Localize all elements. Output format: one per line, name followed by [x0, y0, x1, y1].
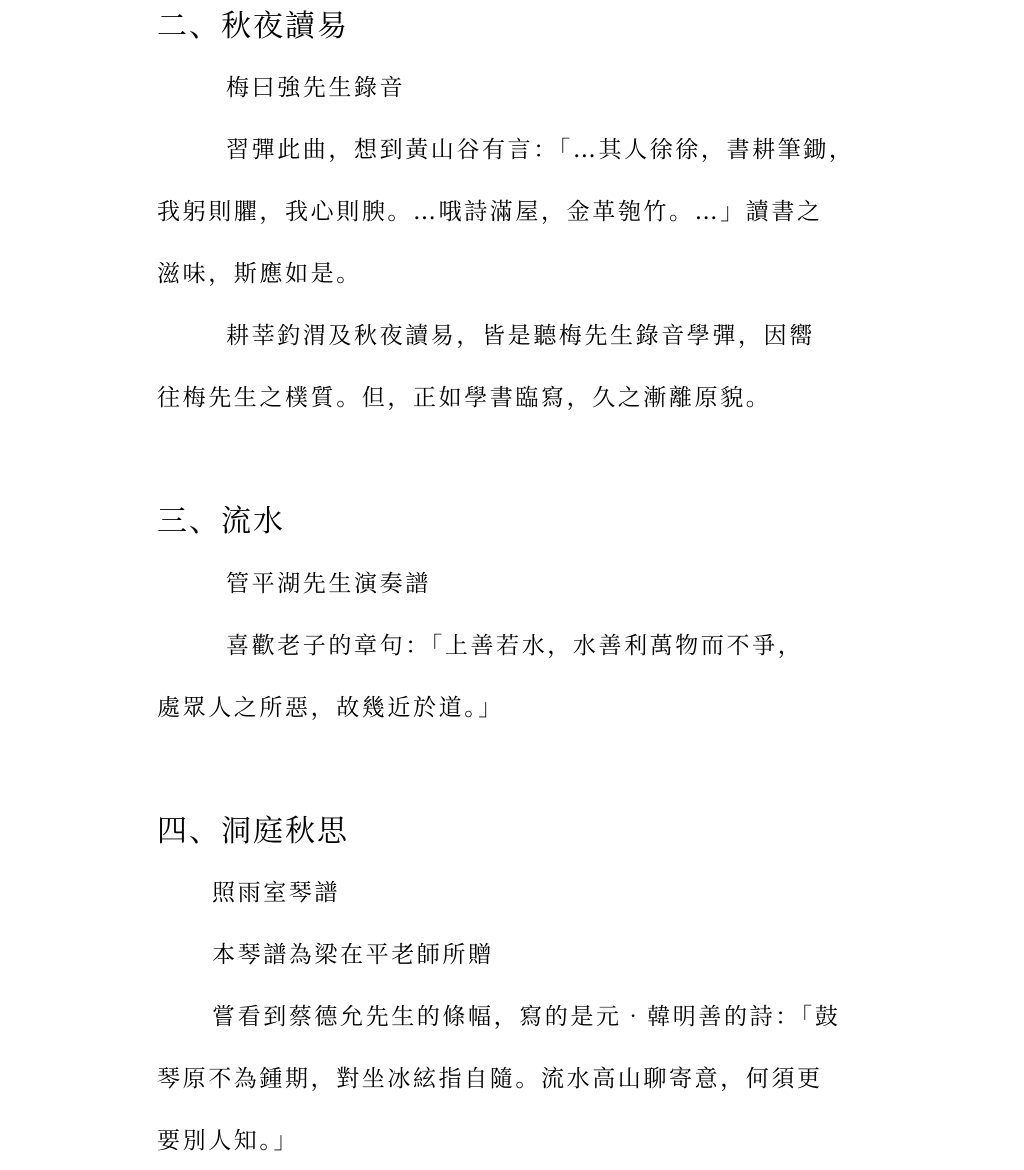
- paragraph-line: 處眾人之所惡，故幾近於道。」: [157, 695, 504, 721]
- paragraph-line: 琴原不為鍾期，對坐冰絃指自隨。流水高山聊寄意，何須更: [157, 1066, 823, 1092]
- source-line: 照雨室琴譜: [212, 880, 340, 906]
- section-heading: 四、洞庭秋思: [157, 814, 349, 849]
- paragraph-line: 我躬則臞，我心則腴。…哦詩滿屋，金革匏竹。…」讀書之: [157, 199, 823, 225]
- paragraph-line: 往梅先生之樸質。但，正如學書臨寫，久之漸離原貌。: [157, 385, 772, 411]
- section-heading: 三、流水: [157, 504, 285, 539]
- paragraph-line: 喜歡老子的章句：「上善若水，水善利萬物而不爭，: [226, 633, 804, 659]
- paragraph-line: 要別人知。」: [157, 1128, 300, 1154]
- paragraph-line: 嘗看到蔡德允先生的條幅，寫的是元‧韓明善的詩：「鼓: [212, 1004, 841, 1030]
- source-line: 管平湖先生演奏譜: [226, 571, 431, 597]
- paragraph-line: 習彈此曲，想到黃山谷有言：「…其人徐徐，書耕筆鋤，: [226, 137, 855, 163]
- source-line: 梅曰強先生錄音: [226, 75, 406, 101]
- paragraph-line: 滋味，斯應如是。: [157, 261, 362, 287]
- paragraph-line: 耕莘釣渭及秋夜讀易，皆是聽梅先生錄音學彈，因嚮: [226, 323, 815, 349]
- paragraph-line: 本琴譜為梁在平老師所贈: [212, 942, 494, 968]
- section-heading: 二、秋夜讀易: [157, 9, 349, 44]
